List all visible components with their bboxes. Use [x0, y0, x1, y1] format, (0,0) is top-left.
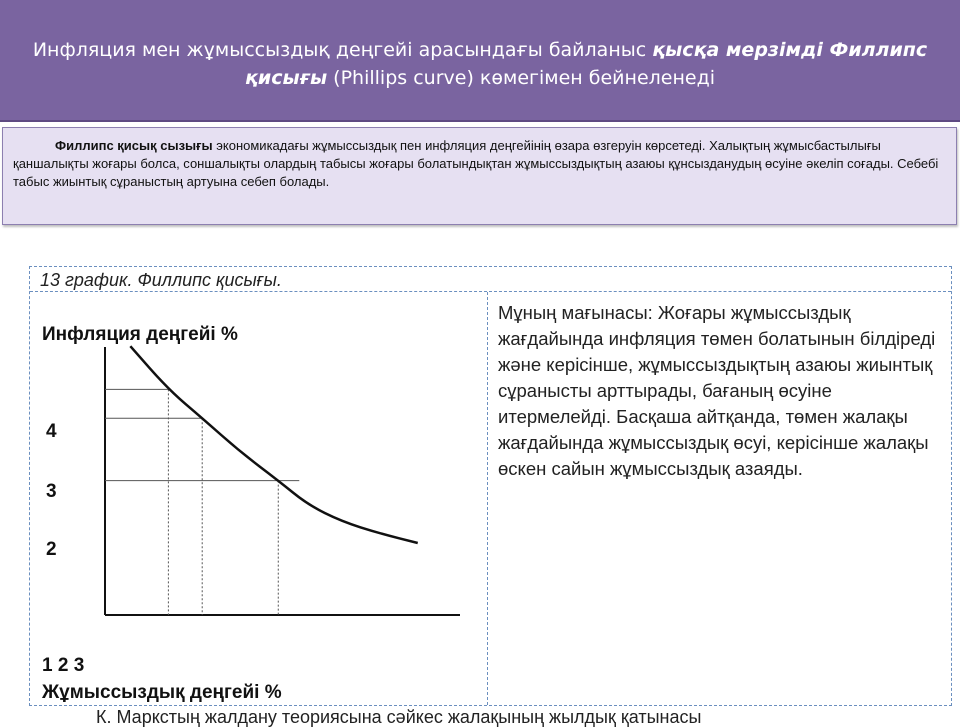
footer-cut-text: К. Маркстың жалдану теориясына сәйкес жалақының жылдық қатынасы [96, 707, 702, 727]
title-part-2: (Phillips curve) көмегімен бейнеленеді [327, 67, 715, 89]
figure-explanation: Мұның мағынасы: Жоғары жұмыссыздық жағдайында инфляция төмен болатынын білдіреді және керісінше, жұмыссыздықтың азаюы жиынтық сұранысты арттырады, бағаның өсуіне итермелейді. Басқаша айтқанда, төмен жалақы жағдайында жұмыссыздық өсуі, керісінше жалақы өскен сайын жұмыссыздық азаяды. [498, 302, 936, 479]
title-emphasis: қысқа мерзімді Филлипс қисығы [244, 39, 928, 89]
x-tick-labels: 1 2 3 [42, 655, 85, 676]
phillips-chart [30, 267, 487, 705]
y-tick-label: 3 [46, 481, 57, 502]
slide-title [20, 36, 940, 92]
title-part-1: Инфляция мен жұмыссыздық деңгейі арасындағы байланыс [32, 39, 653, 61]
y-axis-label: Инфляция деңгейі % [42, 324, 238, 345]
guide-lines [105, 389, 299, 615]
figure-caption: 13 график. Филлипс қисығы. [40, 270, 282, 290]
phillips-curve [130, 346, 417, 543]
figure-divider [487, 292, 488, 705]
y-tick-label: 2 [46, 539, 57, 560]
y-tick-labels [46, 421, 57, 560]
definition-term: Филлипс қисық сызығы [55, 138, 213, 153]
slide-header [0, 0, 960, 122]
definition-body: экономикадағы жұмыссыздық пен инфляция деңгейінің өзара өзгеруін көрсетеді. Халықтың жұмысбастылығы қаншалықты жоғары болса, соншалықты олардың табысы жоғары болатындықтан жұмыссыздықтың азаюы құнсызданудың өсуіне әкеліп соғады. Себебі табыс жиынтық сұраныстың артуына себеп болады. [13, 138, 939, 189]
x-axis-label: Жұмыссыздық деңгейі % [42, 682, 282, 703]
definition-text [13, 137, 948, 191]
definition-box [2, 127, 957, 225]
y-tick-label: 4 [46, 421, 57, 442]
phillips-figure [29, 266, 952, 706]
